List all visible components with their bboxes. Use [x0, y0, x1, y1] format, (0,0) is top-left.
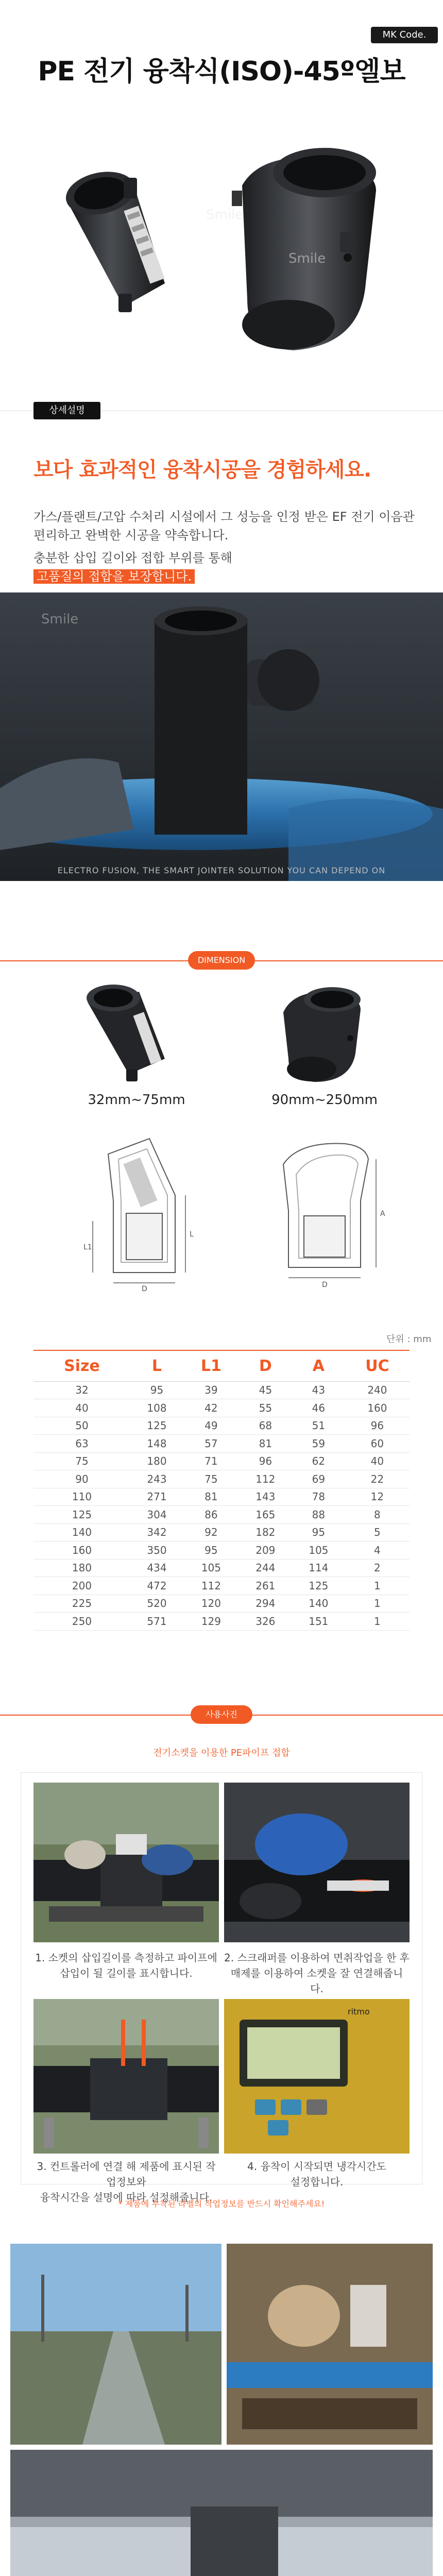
intro-paragraph-2: 충분한 삽입 길이와 접합 부위를 통해 고품질의 접합을 보장합니다.: [33, 551, 232, 584]
svg-text:L1: L1: [83, 1243, 92, 1251]
table-cell: 71: [183, 1452, 239, 1470]
table-cell: 4: [345, 1541, 410, 1560]
usage-badge: 사용사진: [191, 1705, 252, 1724]
table-cell: 8: [345, 1506, 410, 1524]
large-elbow-shape: [232, 148, 376, 350]
intro-paragraph-1: 가스/플랜트/고압 수처리 시설에서 그 성능을 인정 받은 EF 전기 이음관 편리하고 완벽한 시공을 약속합니다.: [33, 510, 415, 543]
table-cell: 294: [239, 1595, 292, 1613]
table-cell: 75: [33, 1452, 130, 1470]
table-row: [33, 1435, 410, 1453]
table-cell: 32: [33, 1381, 130, 1399]
table-row: [33, 1488, 410, 1506]
step-4-caption: 4. 융착이 시작되면 냉각시간도 설정합니다.: [247, 2160, 386, 2188]
highlight-text: 고품질의 접합을 보장합니다.: [33, 569, 195, 584]
machine-brand-text: ritmo: [348, 2007, 370, 2016]
table-cell: 81: [183, 1488, 239, 1506]
table-row: [33, 1506, 410, 1524]
table-cell: 75: [183, 1470, 239, 1488]
table-cell: 55: [239, 1399, 292, 1417]
page-title: PE 전기 융착식(ISO)-45º엘보: [38, 56, 405, 87]
svg-text:D: D: [142, 1285, 147, 1293]
table-cell: 108: [130, 1399, 183, 1417]
svg-text:Smile: Smile: [288, 251, 326, 266]
table-cell: 60: [345, 1435, 410, 1453]
table-cell: 105: [292, 1541, 345, 1560]
table-cell: 129: [183, 1613, 239, 1631]
table-cell: 78: [292, 1488, 345, 1506]
site-photo-3: [10, 2450, 433, 2576]
table-cell: 114: [292, 1559, 345, 1577]
table-cell: 96: [345, 1417, 410, 1435]
step-1-photo: [33, 1783, 219, 1942]
table-cell: 5: [345, 1523, 410, 1541]
table-cell: 342: [130, 1523, 183, 1541]
table-cell: 12: [345, 1488, 410, 1506]
table-header-row: [33, 1350, 410, 1381]
table-cell: 95: [183, 1541, 239, 1560]
table-cell: 140: [292, 1595, 345, 1613]
table-cell: 68: [239, 1417, 292, 1435]
table-cell: 209: [239, 1541, 292, 1560]
table-cell: 69: [292, 1470, 345, 1488]
table-cell: 434: [130, 1559, 183, 1577]
table-cell: 105: [183, 1559, 239, 1577]
section-badge-detail: 상세설명: [33, 402, 100, 419]
intro-headline: 보다 효과적인 융착시공을 경험하세요.: [33, 458, 371, 482]
table-header-l1: L1: [183, 1350, 239, 1381]
small-elbow-drawing: [62, 1123, 216, 1293]
table-cell: 40: [33, 1399, 130, 1417]
large-elbow-drawing: [242, 1123, 397, 1293]
table-header-uc: UC: [345, 1350, 410, 1381]
table-cell: 110: [33, 1488, 130, 1506]
table-cell: 261: [239, 1577, 292, 1595]
table-cell: 125: [292, 1577, 345, 1595]
table-cell: 472: [130, 1577, 183, 1595]
small-elbow-thumbnail: [77, 981, 196, 1084]
table-cell: 571: [130, 1613, 183, 1631]
table-row: [33, 1523, 410, 1541]
table-header-d: D: [239, 1350, 292, 1381]
table-cell: 180: [130, 1452, 183, 1470]
table-cell: 250: [33, 1613, 130, 1631]
table-cell: 40: [345, 1452, 410, 1470]
table-cell: 326: [239, 1613, 292, 1631]
table-row: [33, 1470, 410, 1488]
site-photo-1: [10, 2244, 222, 2445]
table-row: [33, 1559, 410, 1577]
spec-table: [33, 1350, 410, 1631]
table-header-a: A: [292, 1350, 345, 1381]
svg-text:D: D: [322, 1281, 328, 1289]
step-4-photo: [224, 1999, 410, 2154]
table-cell: 165: [239, 1506, 292, 1524]
table-cell: 62: [292, 1452, 345, 1470]
table-cell: 90: [33, 1470, 130, 1488]
table-cell: 45: [239, 1381, 292, 1399]
usage-subtitle: 전기소켓을 이용한 PE파이프 접합: [153, 1748, 290, 1758]
table-cell: 160: [345, 1399, 410, 1417]
svg-text:A: A: [380, 1210, 385, 1218]
table-cell: 271: [130, 1488, 183, 1506]
table-cell: 86: [183, 1506, 239, 1524]
table-cell: 240: [345, 1381, 410, 1399]
svg-text:L: L: [190, 1230, 194, 1239]
step-2-caption: 2. 스크래퍼를 이용하여 면취작업을 한 후 매제를 이용하여 소켓을 잘 연결해줍니다.: [224, 1952, 410, 1995]
table-cell: 88: [292, 1506, 345, 1524]
unit-label: 단위 : mm: [386, 1334, 432, 1345]
table-cell: 143: [239, 1488, 292, 1506]
table-row: [33, 1452, 410, 1470]
table-cell: 151: [292, 1613, 345, 1631]
table-cell: 225: [33, 1595, 130, 1613]
table-row: [33, 1381, 410, 1399]
table-cell: 59: [292, 1435, 345, 1453]
table-cell: 182: [239, 1523, 292, 1541]
table-cell: 46: [292, 1399, 345, 1417]
table-row: [33, 1541, 410, 1560]
table-cell: 22: [345, 1470, 410, 1488]
table-cell: 50: [33, 1417, 130, 1435]
table-cell: 520: [130, 1595, 183, 1613]
table-cell: 43: [292, 1381, 345, 1399]
table-cell: 148: [130, 1435, 183, 1453]
table-header-l: L: [130, 1350, 183, 1381]
dimension-badge: DIMENSION: [188, 951, 255, 970]
step-3-photo: [33, 1999, 219, 2154]
mk-code-badge: MK Code. 20362: [371, 27, 438, 43]
table-cell: 1: [345, 1613, 410, 1631]
table-cell: 243: [130, 1470, 183, 1488]
watermark-text: Smile: [206, 207, 244, 223]
table-cell: 95: [292, 1523, 345, 1541]
table-cell: 125: [130, 1417, 183, 1435]
step-1-caption: 1. 소켓의 삽입길이를 측정하고 파이프에 삽입이 될 길이를 표시합니다.: [35, 1952, 217, 1979]
table-row: [33, 1577, 410, 1595]
table-cell: 49: [183, 1417, 239, 1435]
svg-text:Smile: Smile: [41, 612, 79, 627]
site-photo-2: [227, 2244, 433, 2445]
table-cell: 2: [345, 1559, 410, 1577]
table-cell: 304: [130, 1506, 183, 1524]
table-cell: 92: [183, 1523, 239, 1541]
table-row: [33, 1613, 410, 1631]
step-3-caption: 3. 컨트롤러에 연결 해 제품에 표시된 작업정보와 융착시간을 설명에 따라 설정해줍니다.: [37, 2160, 216, 2204]
table-cell: 112: [239, 1470, 292, 1488]
table-row: [33, 1417, 410, 1435]
table-cell: 140: [33, 1523, 130, 1541]
table-cell: 96: [239, 1452, 292, 1470]
usage-note: * 제품에 부착된 라벨의 작업정보를 반드시 확인해주세요!: [118, 2199, 325, 2209]
table-cell: 350: [130, 1541, 183, 1560]
photo-caption: ELECTRO FUSION, THE SMART JOINTER SOLUTION YOU CAN DEPEND ON: [57, 866, 386, 875]
table-row: [33, 1595, 410, 1613]
table-cell: 160: [33, 1541, 130, 1560]
large-elbow-thumbnail: [258, 981, 376, 1084]
table-cell: 120: [183, 1595, 239, 1613]
table-cell: 95: [130, 1381, 183, 1399]
table-row: [33, 1399, 410, 1417]
table-cell: 180: [33, 1559, 130, 1577]
table-cell: 81: [239, 1435, 292, 1453]
dimension-label-large: 90mm~250mm: [271, 1092, 378, 1108]
small-elbow-shape: [62, 166, 165, 312]
table-cell: 125: [33, 1506, 130, 1524]
hero-product-image: [46, 129, 407, 376]
table-cell: 244: [239, 1559, 292, 1577]
table-cell: 1: [345, 1577, 410, 1595]
step-2-photo: [224, 1783, 410, 1942]
table-header-size: Size: [33, 1350, 130, 1381]
table-cell: 63: [33, 1435, 130, 1453]
installation-photo: [0, 592, 443, 881]
table-cell: 200: [33, 1577, 130, 1595]
table-cell: 51: [292, 1417, 345, 1435]
table-cell: 42: [183, 1399, 239, 1417]
table-cell: 112: [183, 1577, 239, 1595]
table-cell: 39: [183, 1381, 239, 1399]
table-cell: 1: [345, 1595, 410, 1613]
dimension-label-small: 32mm~75mm: [88, 1092, 185, 1108]
table-cell: 57: [183, 1435, 239, 1453]
